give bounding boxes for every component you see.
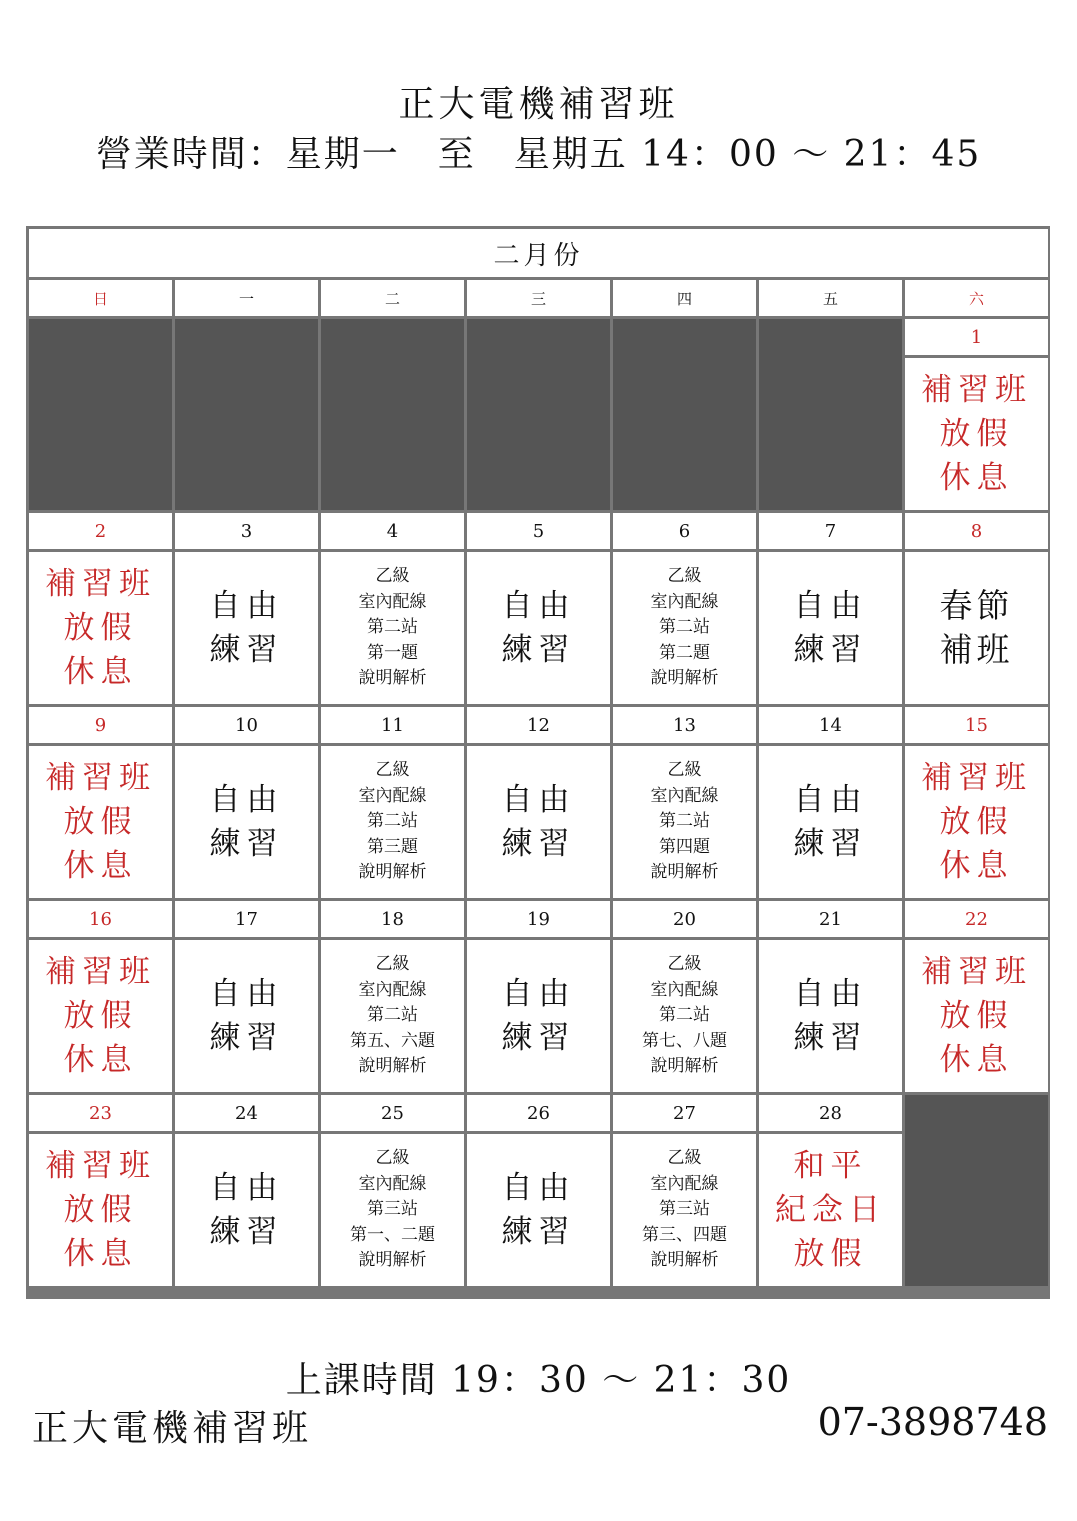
weekday-label: 三 xyxy=(530,289,546,308)
day-content-class xyxy=(613,940,756,1092)
day-note-line: 紀念日 xyxy=(775,1192,886,1228)
date-number: 27 xyxy=(673,1102,696,1124)
date-number: 24 xyxy=(235,1102,258,1124)
date-number-cell xyxy=(175,707,318,743)
day-note-line: 放假 xyxy=(939,804,1014,840)
date-number-cell xyxy=(759,707,902,743)
day-content-class xyxy=(613,552,756,704)
day-note-line: 第七、八題 xyxy=(642,1030,727,1051)
day-content-class xyxy=(321,746,464,898)
date-number: 2 xyxy=(94,520,107,542)
day-note-line: 休息 xyxy=(63,654,138,690)
day-content-makeup xyxy=(905,552,1048,704)
school-name: 正大電機補習班 xyxy=(32,1408,313,1449)
day-content-holiday xyxy=(29,1134,172,1286)
day-note-line: 乙級 xyxy=(667,954,702,975)
business-hours: 營業時間：星期一 至 星期五 14：00 ～ 21：45 xyxy=(95,134,982,175)
day-note-line: 練習 xyxy=(209,632,284,668)
day-note-line: 第二站 xyxy=(659,617,710,638)
day-note-line: 練習 xyxy=(501,1214,576,1250)
weekday-header xyxy=(759,280,902,316)
weekday-label: 一 xyxy=(238,289,254,308)
day-content-class xyxy=(613,1134,756,1286)
weekday-header xyxy=(467,280,610,316)
day-note-line: 乙級 xyxy=(375,760,410,781)
date-number-cell xyxy=(613,513,756,549)
day-note-line: 自由 xyxy=(793,782,868,818)
phone-number: 07-3898748 xyxy=(817,1400,1048,1444)
day-note-line: 放假 xyxy=(939,416,1014,452)
day-note-line: 第二題 xyxy=(659,642,710,663)
month-header xyxy=(29,229,1048,277)
day-content-holiday xyxy=(905,358,1048,510)
date-number: 23 xyxy=(89,1102,112,1124)
day-note-line: 乙級 xyxy=(375,954,410,975)
day-note-line: 室內配線 xyxy=(358,1173,427,1194)
date-number-cell xyxy=(321,1095,464,1131)
empty-day-cell xyxy=(175,319,318,510)
day-content-free xyxy=(759,746,902,898)
date-number-cell xyxy=(759,513,902,549)
day-note-line: 補習班 xyxy=(921,954,1032,990)
day-note-line: 乙級 xyxy=(667,566,702,587)
weekday-header xyxy=(905,280,1048,316)
date-number-cell xyxy=(905,319,1048,355)
day-note-line: 放假 xyxy=(63,998,138,1034)
date-number: 13 xyxy=(673,714,696,736)
date-number: 21 xyxy=(819,908,842,930)
empty-day-cell xyxy=(759,319,902,510)
day-note-line: 休息 xyxy=(939,460,1014,496)
date-number: 15 xyxy=(965,714,988,736)
day-note-line: 室內配線 xyxy=(650,1173,719,1194)
date-number: 16 xyxy=(89,908,112,930)
day-note-line: 第三、四題 xyxy=(642,1224,727,1245)
day-note-line: 室內配線 xyxy=(358,785,427,806)
day-note-line: 第二站 xyxy=(659,1005,710,1026)
date-number-cell xyxy=(467,513,610,549)
day-note-line: 說明解析 xyxy=(358,1056,427,1077)
day-note-line: 室內配線 xyxy=(358,979,427,1000)
day-note-line: 乙級 xyxy=(375,1148,410,1169)
date-number-cell xyxy=(321,707,464,743)
day-note-line: 第二站 xyxy=(367,617,418,638)
month-label: 二月份 xyxy=(493,240,584,271)
day-note-line: 第二站 xyxy=(367,1005,418,1026)
day-note-line: 室內配線 xyxy=(650,591,719,612)
day-note-line: 放假 xyxy=(63,1192,138,1228)
date-number: 12 xyxy=(527,714,550,736)
day-note-line: 休息 xyxy=(63,848,138,884)
day-content-free xyxy=(175,1134,318,1286)
day-note-line: 補習班 xyxy=(45,1148,156,1184)
day-note-line: 自由 xyxy=(793,588,868,624)
day-note-line: 說明解析 xyxy=(358,668,427,689)
day-note-line: 室內配線 xyxy=(358,591,427,612)
day-note-line: 休息 xyxy=(939,1042,1014,1078)
day-content-holiday xyxy=(759,1134,902,1286)
day-note-line: 補習班 xyxy=(921,372,1032,408)
day-note-line: 自由 xyxy=(209,588,284,624)
date-number-cell xyxy=(321,513,464,549)
page-title: 正大電機補習班 xyxy=(398,84,679,125)
day-note-line: 補習班 xyxy=(45,760,156,796)
day-note-line: 自由 xyxy=(501,976,576,1012)
date-number-cell xyxy=(29,513,172,549)
day-note-line: 自由 xyxy=(209,976,284,1012)
day-note-line: 和平 xyxy=(793,1148,868,1184)
date-number-cell xyxy=(29,901,172,937)
date-number-cell xyxy=(467,1095,610,1131)
date-number-cell xyxy=(759,1095,902,1131)
day-note-line: 休息 xyxy=(939,848,1014,884)
date-number: 10 xyxy=(235,714,258,736)
day-content-holiday xyxy=(905,746,1048,898)
date-number: 28 xyxy=(819,1102,842,1124)
day-note-line: 練習 xyxy=(209,826,284,862)
date-number-cell xyxy=(613,1095,756,1131)
day-content-class xyxy=(321,940,464,1092)
day-note-line: 第二站 xyxy=(659,811,710,832)
date-number: 20 xyxy=(673,908,696,930)
day-note-line: 練習 xyxy=(209,1214,284,1250)
day-note-line: 第三題 xyxy=(367,836,418,857)
day-note-line: 第四題 xyxy=(659,836,710,857)
weekday-label: 二 xyxy=(384,289,400,308)
date-number: 11 xyxy=(381,714,404,736)
date-number: 8 xyxy=(970,520,983,542)
day-note-line: 說明解析 xyxy=(358,1250,427,1271)
date-number: 3 xyxy=(240,520,253,542)
day-content-class xyxy=(613,746,756,898)
day-note-line: 第二站 xyxy=(367,811,418,832)
date-number: 4 xyxy=(386,520,399,542)
empty-day-cell xyxy=(321,319,464,510)
day-note-line: 乙級 xyxy=(375,566,410,587)
day-note-line: 說明解析 xyxy=(358,862,427,883)
weekday-label: 六 xyxy=(968,289,984,308)
date-number: 22 xyxy=(965,908,988,930)
day-content-free xyxy=(759,940,902,1092)
day-note-line: 自由 xyxy=(501,588,576,624)
date-number-cell xyxy=(29,707,172,743)
day-note-line: 放假 xyxy=(63,610,138,646)
day-note-line: 休息 xyxy=(63,1236,138,1272)
weekday-header xyxy=(613,280,756,316)
calendar-grid xyxy=(26,226,1050,1299)
date-number: 19 xyxy=(527,908,550,930)
date-number: 6 xyxy=(678,520,691,542)
day-note-line: 室內配線 xyxy=(650,979,719,1000)
day-note-line: 說明解析 xyxy=(650,862,719,883)
day-content-holiday xyxy=(29,552,172,704)
date-number-cell xyxy=(467,707,610,743)
day-content-free xyxy=(467,552,610,704)
day-note-line: 練習 xyxy=(793,1020,868,1056)
date-number: 9 xyxy=(94,714,107,736)
day-note-line: 練習 xyxy=(793,632,868,668)
day-note-line: 補習班 xyxy=(45,566,156,602)
day-note-line: 說明解析 xyxy=(650,1250,719,1271)
date-number-cell xyxy=(29,1095,172,1131)
date-number: 18 xyxy=(381,908,404,930)
day-content-free xyxy=(467,1134,610,1286)
day-content-holiday xyxy=(29,746,172,898)
day-note-line: 休息 xyxy=(63,1042,138,1078)
date-number: 25 xyxy=(381,1102,404,1124)
day-note-line: 補習班 xyxy=(921,760,1032,796)
date-number: 1 xyxy=(970,326,983,348)
day-note-line: 補習班 xyxy=(45,954,156,990)
day-note-line: 春節 xyxy=(939,586,1014,625)
day-note-line: 放假 xyxy=(939,998,1014,1034)
day-note-line: 自由 xyxy=(501,1170,576,1206)
day-note-line: 第三站 xyxy=(659,1199,710,1220)
day-note-line: 說明解析 xyxy=(650,668,719,689)
empty-day-cell xyxy=(905,1095,1048,1286)
day-note-line: 練習 xyxy=(793,826,868,862)
day-note-line: 練習 xyxy=(501,826,576,862)
day-note-line: 室內配線 xyxy=(650,785,719,806)
day-note-line: 第五、六題 xyxy=(350,1030,435,1051)
weekday-label: 五 xyxy=(822,289,838,308)
weekday-label: 四 xyxy=(676,289,692,308)
weekday-label: 日 xyxy=(92,289,108,308)
day-note-line: 放假 xyxy=(63,804,138,840)
day-content-free xyxy=(175,940,318,1092)
day-content-free xyxy=(759,552,902,704)
day-note-line: 自由 xyxy=(793,976,868,1012)
day-note-line: 第一題 xyxy=(367,642,418,663)
day-note-line: 練習 xyxy=(501,632,576,668)
day-content-holiday xyxy=(905,940,1048,1092)
day-content-free xyxy=(175,552,318,704)
date-number-cell xyxy=(905,901,1048,937)
date-number-cell xyxy=(905,513,1048,549)
day-content-class xyxy=(321,1134,464,1286)
day-note-line: 說明解析 xyxy=(650,1056,719,1077)
date-number-cell xyxy=(321,901,464,937)
day-content-holiday xyxy=(29,940,172,1092)
date-number-cell xyxy=(175,901,318,937)
day-content-free xyxy=(467,940,610,1092)
empty-day-cell xyxy=(613,319,756,510)
day-note-line: 第三站 xyxy=(367,1199,418,1220)
class-hours: 上課時間 19：30 ～ 21：30 xyxy=(285,1360,792,1401)
weekday-header xyxy=(29,280,172,316)
day-note-line: 第一、二題 xyxy=(350,1224,435,1245)
day-content-free xyxy=(175,746,318,898)
day-note-line: 練習 xyxy=(209,1020,284,1056)
date-number: 5 xyxy=(532,520,545,542)
date-number: 14 xyxy=(819,714,842,736)
date-number: 26 xyxy=(527,1102,550,1124)
weekday-header xyxy=(175,280,318,316)
date-number-cell xyxy=(613,707,756,743)
date-number-cell xyxy=(759,901,902,937)
day-note-line: 自由 xyxy=(501,782,576,818)
day-note-line: 練習 xyxy=(501,1020,576,1056)
weekday-header xyxy=(321,280,464,316)
day-content-class xyxy=(321,552,464,704)
day-note-line: 自由 xyxy=(209,1170,284,1206)
empty-day-cell xyxy=(467,319,610,510)
day-note-line: 放假 xyxy=(793,1236,868,1272)
day-content-free xyxy=(467,746,610,898)
day-note-line: 自由 xyxy=(209,782,284,818)
date-number-cell xyxy=(175,513,318,549)
empty-day-cell xyxy=(29,319,172,510)
day-note-line: 補班 xyxy=(939,630,1014,669)
date-number-cell xyxy=(175,1095,318,1131)
day-note-line: 乙級 xyxy=(667,760,702,781)
day-note-line: 乙級 xyxy=(667,1148,702,1169)
date-number-cell xyxy=(467,901,610,937)
date-number: 7 xyxy=(824,520,837,542)
date-number-cell xyxy=(905,707,1048,743)
date-number: 17 xyxy=(235,908,258,930)
date-number-cell xyxy=(613,901,756,937)
